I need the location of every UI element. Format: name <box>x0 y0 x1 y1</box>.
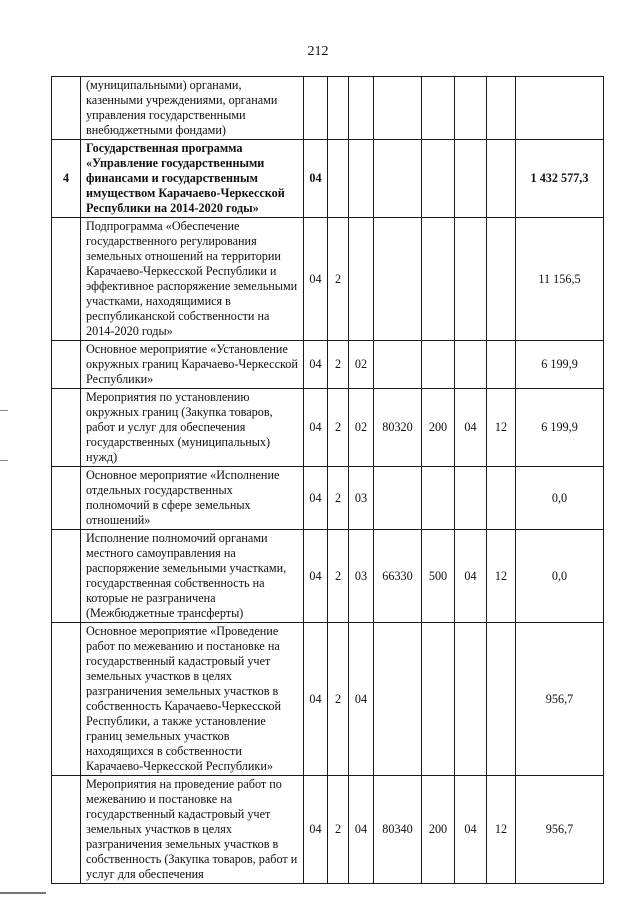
code-activity: 02 <box>349 341 374 389</box>
row-name: Основное мероприятие «Исполнение отдельных государственных полномочий в сфере земельных отношений» <box>81 467 304 530</box>
table-row <box>52 389 604 467</box>
code-division: 04 <box>455 389 487 467</box>
footer-rule <box>0 892 46 894</box>
table-body <box>52 77 604 884</box>
table-row <box>52 530 604 623</box>
code-expense-type: 200 <box>422 389 455 467</box>
code-division <box>455 77 487 140</box>
code-subprogram: 2 <box>328 341 349 389</box>
code-activity: 04 <box>349 623 374 776</box>
row-amount: 11 156,5 <box>516 218 604 341</box>
row-amount: 956,7 <box>516 623 604 776</box>
row-number <box>52 77 81 140</box>
code-section: 04 <box>304 530 328 623</box>
code-subprogram: 2 <box>328 530 349 623</box>
code-subdivision: 12 <box>487 530 516 623</box>
code-expense-type <box>422 140 455 218</box>
row-name: Мероприятия на проведение работ по межеванию и постановке на государственный кадастровый учет земельных участков в целях разграничения земельных участков в собственность (Закупка товаров, работ и услуг для обеспечения <box>81 776 304 884</box>
table-row <box>52 467 604 530</box>
row-amount: 6 199,9 <box>516 341 604 389</box>
row-number <box>52 467 81 530</box>
row-name: Основное мероприятие «Установление окружных границ Карачаево-Черкесской Республики» <box>81 341 304 389</box>
code-direction <box>374 218 422 341</box>
code-subprogram <box>328 140 349 218</box>
page-number: 212 <box>307 44 329 59</box>
code-direction <box>374 77 422 140</box>
code-activity <box>349 77 374 140</box>
code-division <box>455 467 487 530</box>
table-row <box>52 77 604 140</box>
table-row <box>52 623 604 776</box>
code-division <box>455 341 487 389</box>
code-section <box>304 77 328 140</box>
code-subdivision <box>487 467 516 530</box>
code-division <box>455 218 487 341</box>
code-direction <box>374 341 422 389</box>
code-expense-type <box>422 623 455 776</box>
code-subdivision: 12 <box>487 776 516 884</box>
row-number: 4 <box>52 140 81 218</box>
row-amount <box>516 77 604 140</box>
row-name: Мероприятия по установлению окружных границ (Закупка товаров, работ и услуг для обеспечения государственных (муниципальных) нужд) <box>81 389 304 467</box>
code-subdivision <box>487 623 516 776</box>
row-name: Подпрограмма «Обеспечение государственного регулирования земельных отношений на территории Карачаево-Черкесской Республики и эффективное распоряжение земельными участками, находящимися в республиканской собственности на 2014-2020 годы» <box>81 218 304 341</box>
code-section: 04 <box>304 623 328 776</box>
code-division <box>455 140 487 218</box>
code-subdivision <box>487 341 516 389</box>
code-division: 04 <box>455 776 487 884</box>
code-subprogram: 2 <box>328 467 349 530</box>
code-division: 04 <box>455 530 487 623</box>
table-row <box>52 341 604 389</box>
row-number <box>52 218 81 341</box>
code-direction <box>374 467 422 530</box>
code-direction <box>374 623 422 776</box>
code-section: 04 <box>304 140 328 218</box>
code-section: 04 <box>304 389 328 467</box>
code-section: 04 <box>304 341 328 389</box>
row-amount: 6 199,9 <box>516 389 604 467</box>
row-name: Исполнение полномочий органами местного самоуправления на распоряжение земельными участками, государственная собственность на которые не разграничена (Межбюджетные трансферты) <box>81 530 304 623</box>
code-expense-type <box>422 77 455 140</box>
code-direction: 80340 <box>374 776 422 884</box>
code-subdivision <box>487 77 516 140</box>
scan-edge-mark <box>0 410 8 411</box>
row-amount: 0,0 <box>516 467 604 530</box>
code-division <box>455 623 487 776</box>
row-number <box>52 623 81 776</box>
code-section: 04 <box>304 776 328 884</box>
code-subprogram: 2 <box>328 776 349 884</box>
scan-edge-mark <box>0 460 8 461</box>
table-row <box>52 140 604 218</box>
row-name: Государственная программа «Управление государственными финансами и государственным имуществом Карачаево-Черкесской Республики на 2014-2020 годы» <box>81 140 304 218</box>
code-expense-type <box>422 218 455 341</box>
code-expense-type: 500 <box>422 530 455 623</box>
code-direction <box>374 140 422 218</box>
row-name: Основное мероприятие «Проведение работ по межеванию и постановке на государственный кадастровый учет земельных участков в целях разграничения земельных участков в собственность Карачаево-Черкесской Республики, а также установление границ земельных участков находящихся в собственности Карачаево-Черкесской Республики» <box>81 623 304 776</box>
code-subprogram: 2 <box>328 389 349 467</box>
code-expense-type: 200 <box>422 776 455 884</box>
table-row <box>52 218 604 341</box>
code-activity: 02 <box>349 389 374 467</box>
row-amount: 1 432 577,3 <box>516 140 604 218</box>
code-section: 04 <box>304 467 328 530</box>
row-name: (муниципальными) органами, казенными учреждениями, органами управления государственными внебюджетными фондами) <box>81 77 304 140</box>
code-activity: 04 <box>349 776 374 884</box>
code-expense-type <box>422 467 455 530</box>
code-activity <box>349 140 374 218</box>
code-subdivision <box>487 140 516 218</box>
code-section: 04 <box>304 218 328 341</box>
row-amount: 956,7 <box>516 776 604 884</box>
row-number <box>52 776 81 884</box>
code-activity: 03 <box>349 467 374 530</box>
row-number <box>52 530 81 623</box>
row-number <box>52 389 81 467</box>
code-subprogram <box>328 77 349 140</box>
code-direction: 66330 <box>374 530 422 623</box>
row-number <box>52 341 81 389</box>
code-activity: 03 <box>349 530 374 623</box>
code-subdivision <box>487 218 516 341</box>
code-subdivision: 12 <box>487 389 516 467</box>
code-subprogram: 2 <box>328 623 349 776</box>
table-row <box>52 776 604 884</box>
code-direction: 80320 <box>374 389 422 467</box>
code-expense-type <box>422 341 455 389</box>
code-activity <box>349 218 374 341</box>
row-amount: 0,0 <box>516 530 604 623</box>
budget-table <box>51 76 604 884</box>
code-subprogram: 2 <box>328 218 349 341</box>
